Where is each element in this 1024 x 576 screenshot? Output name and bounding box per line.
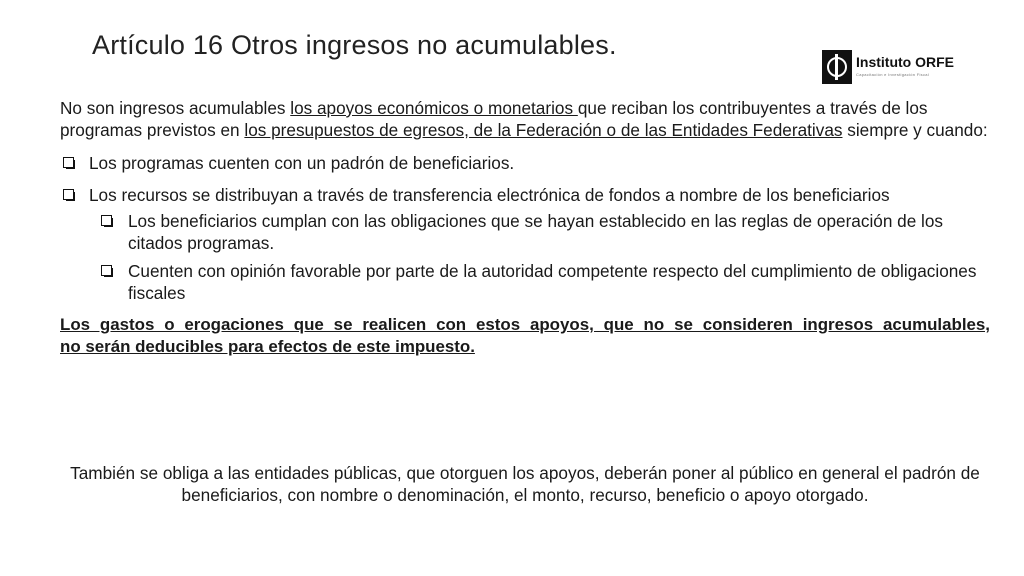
sub-list-item-text: Cuenten con opinión favorable por parte de la autoridad competente respecto del cumplimiento de obligaciones fiscales (128, 261, 977, 303)
sub-list-item (60, 210, 988, 254)
institute-logo (822, 50, 982, 86)
closing-line-1: Los gastos o erogaciones que se realicen con estos apoyos, que no se consideren ingresos acumulables, (60, 315, 990, 334)
intro-emphasis-2: los presupuestos de egresos, de la Federación o de las Entidades Federativas (244, 120, 843, 140)
checkbox-bullet-icon (101, 215, 112, 226)
intro-paragraph (60, 97, 990, 141)
slide-body (60, 97, 990, 358)
closing-statement (60, 314, 990, 336)
checkbox-bullet-icon (63, 157, 74, 168)
list-item (60, 152, 990, 174)
logo-name: Instituto ORFE (856, 54, 954, 70)
closing-statement-end (60, 336, 990, 358)
sub-list-item (60, 260, 988, 304)
intro-part-3: siempre y cuando: (842, 120, 988, 140)
list-item-text: Los programas cuenten con un padrón de beneficiarios. (89, 153, 515, 173)
list-item-text: Los recursos se distribuyan a través de transferencia electrónica de fondos a nombre de los beneficiarios (89, 185, 890, 205)
slide-title: Artículo 16 Otros ingresos no acumulables. (92, 30, 617, 60)
sub-list-item-text: Los beneficiarios cumplan con las obligaciones que se hayan establecido en las reglas de operación de los citados programas. (128, 211, 944, 253)
closing-line-2: no serán deducibles para efectos de este impuesto. (60, 337, 475, 356)
intro-part-1: No son ingresos acumulables (60, 98, 291, 118)
intro-emphasis-1: los apoyos económicos o monetarios (290, 98, 578, 118)
intro-part-2: que reciban los contribuyentes a través de los programas previstos en (60, 98, 928, 140)
checkbox-bullet-icon (101, 265, 112, 276)
checkbox-bullet-icon (63, 189, 74, 200)
final-paragraph: También se obliga a las entidades públicas, que otorguen los apoyos, deberán poner al público en general el padrón de beneficiarios, con nombre o denominación, el monto, recurso, beneficio o apoyo otorgado. (70, 463, 980, 505)
logo-tagline: Capacitación e Investigación Fiscal (856, 72, 929, 77)
list-item (60, 184, 990, 206)
logo-mark-icon (822, 50, 852, 84)
